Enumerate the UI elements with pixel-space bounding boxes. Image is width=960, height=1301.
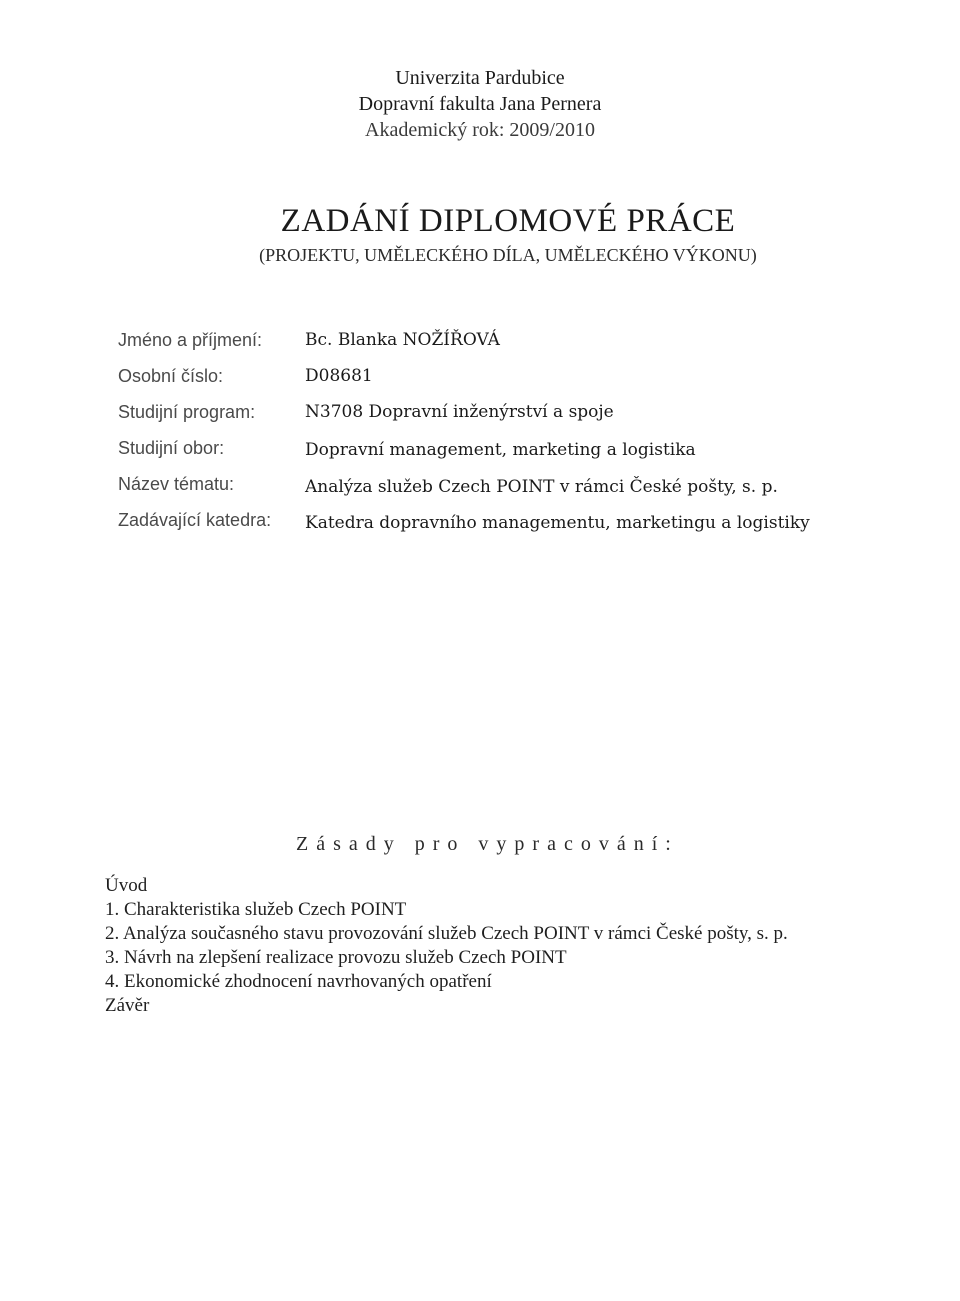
field-label-name: Jméno a příjmení: <box>118 330 263 350</box>
field-value-personal-number: D08681 <box>305 366 373 386</box>
principles-heading: Zásady pro vypracování: <box>296 833 679 855</box>
outline-item-1: 1. Charakteristika služeb Czech POINT <box>105 899 407 920</box>
field-label-department: Zadávající katedra: <box>118 510 272 530</box>
field-value-study-field: Dopravní management, marketing a logistika <box>305 440 696 460</box>
field-label-study-program: Studijní program: <box>118 402 256 422</box>
document-title: ZADÁNÍ DIPLOMOVÉ PRÁCE <box>280 203 736 239</box>
academic-year: Akademický rok: 2009/2010 <box>365 119 595 141</box>
outline-item-conclusion: Závěr <box>105 995 150 1016</box>
field-label-topic: Název tématu: <box>118 474 235 494</box>
outline-item-4: 4. Ekonomické zhodnocení navrhovaných opatření <box>105 971 492 992</box>
field-value-department: Katedra dopravního managementu, marketingu a logistiky <box>305 513 810 533</box>
field-value-name: Bc. Blanka NOŽÍŘOVÁ <box>305 330 500 350</box>
university-name: Univerzita Pardubice <box>395 67 565 89</box>
faculty-name: Dopravní fakulta Jana Pernera <box>358 93 602 115</box>
field-label-personal-number: Osobní číslo: <box>118 366 224 386</box>
document-subtitle: (PROJEKTU, UMĚLECKÉHO DÍLA, UMĚLECKÉHO VÝKONU) <box>259 245 757 265</box>
outline-item-3: 3. Návrh na zlepšení realizace provozu služeb Czech POINT <box>105 947 567 968</box>
field-label-study-field: Studijní obor: <box>118 438 225 458</box>
outline-item-2: 2. Analýza současného stavu provozování služeb Czech POINT v rámci České pošty, s. p. <box>105 923 788 944</box>
outline-item-intro: Úvod <box>105 875 148 896</box>
field-value-topic: Analýza služeb Czech POINT v rámci České pošty, s. p. <box>305 477 778 497</box>
field-value-study-program: N3708 Dopravní inženýrství a spoje <box>305 402 614 422</box>
